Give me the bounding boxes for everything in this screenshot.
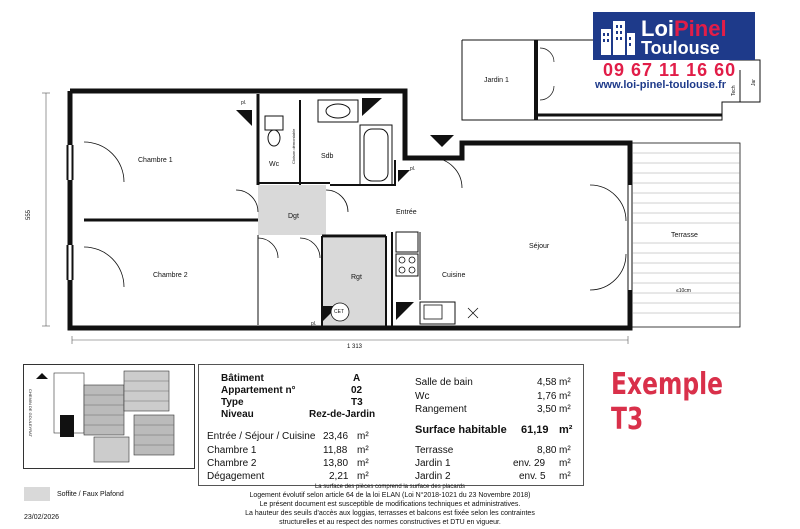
area-sdb-unit: m²: [559, 377, 571, 388]
dimension-width: 1 313: [347, 344, 363, 350]
area-sejour-value: 23,46: [323, 431, 349, 442]
area-chambre1-label: Chambre 1: [207, 445, 257, 456]
ext-terrasse-label: Terrasse: [415, 445, 454, 456]
area-chambre1-unit: m²: [357, 445, 369, 456]
area-wc-unit: m²: [559, 391, 571, 402]
placard-label-1: pl.: [241, 100, 247, 106]
surface-habitable-value: 61,19: [521, 424, 549, 436]
logo-subtitle: Toulouse: [641, 38, 720, 58]
area-sejour-label: Entrée / Séjour / Cuisine: [207, 431, 316, 442]
ext-jardin2-unit: m²: [559, 471, 571, 482]
spec-batiment-label: Bâtiment: [221, 373, 264, 384]
cet-label: CET: [334, 309, 344, 315]
ext-terrasse-unit: m²: [559, 445, 571, 456]
surface-habitable-unit: m²: [559, 424, 573, 436]
spec-appartement-value: 02: [351, 385, 363, 396]
area-rangement-unit: m²: [559, 404, 571, 415]
plan-date: 23/02/2026: [24, 514, 60, 521]
room-terrasse: Terrasse: [671, 232, 698, 239]
spec-type-label: Type: [221, 397, 244, 408]
note-line-5: structurelles et au respect des normes constructives et DTU en vigueur.: [279, 519, 501, 526]
ext-jardin2-value: env. 5: [519, 471, 546, 482]
room-jardin2-label: Jar: [751, 79, 757, 86]
surface-habitable-label: Surface habitable: [415, 424, 507, 436]
area-chambre2-value: 13,80: [323, 458, 349, 469]
room-dgt: Dgt: [288, 213, 299, 220]
area-wc-value: 1,76: [537, 391, 557, 402]
ext-jardin2-label: Jardin 2: [415, 471, 451, 482]
spec-table: [198, 364, 584, 486]
room-jardin1: Jardin 1: [484, 77, 509, 84]
spec-batiment-value: A: [353, 373, 361, 384]
note-line-2: Logement évolutif selon article 64 de la loi ELAN (Loi N°2018-1021 du 23 Novembre 2018): [249, 492, 531, 499]
building-icon: [597, 17, 637, 57]
area-degagement-unit: m²: [357, 471, 369, 482]
brand-website[interactable]: www.loi-pinel-toulouse.fr: [595, 79, 726, 91]
note-line-1: La surface des pièces comprend la surface des placards: [314, 484, 466, 490]
dgt-soffite: [258, 185, 326, 235]
site-plan-drawing: [24, 365, 194, 468]
cloison-label: Cloison démontable: [291, 128, 296, 164]
area-rangement-label: Rangement: [415, 404, 467, 415]
room-chambre1: Chambre 1: [138, 157, 173, 164]
ext-jardin1-label: Jardin 1: [415, 458, 451, 469]
terrasse-threshold: ≤10cm: [676, 288, 691, 294]
room-chambre2: Chambre 2: [153, 272, 188, 279]
example-title: Exemple T3: [611, 367, 723, 437]
room-wc: Wc: [269, 161, 280, 168]
area-chambre1-value: 11,88: [323, 445, 348, 456]
room-tech-label: Tech: [731, 85, 737, 96]
brand-logo[interactable]: [593, 12, 755, 60]
placard-label-3: pl.: [311, 321, 317, 327]
soffite-swatch: [24, 487, 50, 501]
area-degagement-label: Dégagement: [207, 471, 265, 482]
site-plan: [23, 364, 195, 469]
area-sejour-unit: m²: [357, 431, 369, 442]
spec-niveau-value: Rez-de-Jardin: [309, 409, 376, 420]
site-plan-street: CHEMIN DE GOULEYRAT: [28, 389, 33, 437]
spec-appartement-label: Appartement n°: [221, 385, 296, 396]
area-sdb-value: 4,58: [537, 377, 557, 388]
placard-label-2: pl.: [410, 166, 416, 172]
area-chambre2-unit: m²: [357, 458, 369, 469]
note-line-4: La hauteur des seuils d'accès aux loggias, terrasses et balcons est fixée selon les contraintes: [245, 510, 535, 517]
soffite-legend: Soffite / Faux Plafond: [57, 491, 124, 498]
ext-jardin1-unit: m²: [559, 458, 571, 469]
legal-notes: [198, 484, 582, 527]
area-wc-label: Wc: [415, 391, 430, 402]
room-entree: Entrée: [396, 209, 417, 216]
room-sdb: Sdb: [321, 153, 334, 160]
dimension-height: 555: [26, 209, 32, 220]
area-sdb-label: Salle de bain: [415, 377, 473, 388]
note-line-3: Le présent document est susceptible de modifications techniques et administratives.: [259, 501, 521, 508]
room-cuisine: Cuisine: [442, 272, 466, 279]
logo-title: LoiPinel: [641, 16, 727, 41]
room-sejour: Séjour: [529, 243, 550, 250]
brand-phone[interactable]: 09 67 11 16 60: [603, 60, 737, 80]
spec-type-value: T3: [351, 397, 363, 408]
entrance-arrow: [430, 135, 454, 147]
room-rgt: Rgt: [351, 274, 362, 281]
ext-jardin1-value: env. 29: [513, 458, 546, 469]
ext-terrasse-value: 8,80: [537, 445, 557, 456]
spec-niveau-label: Niveau: [221, 409, 254, 420]
area-rangement-value: 3,50: [537, 404, 557, 415]
area-chambre2-label: Chambre 2: [207, 458, 257, 469]
area-degagement-value: 2,21: [329, 471, 349, 482]
